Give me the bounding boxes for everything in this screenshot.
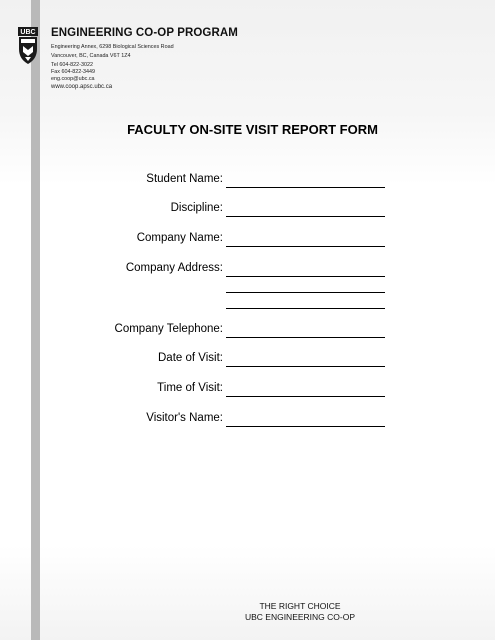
date-of-visit-field[interactable] (226, 366, 385, 367)
student-name-field[interactable] (226, 187, 385, 188)
company-telephone-field[interactable] (226, 337, 385, 338)
address-line: Vancouver, BC, Canada V6T 1Z4 (51, 53, 131, 59)
time-of-visit-field[interactable] (226, 396, 385, 397)
company-address-row (0, 262, 495, 278)
email-line: eng.coop@ubc.ca (51, 76, 95, 82)
company-name-label: Company Name: (136, 232, 223, 244)
svg-text:UBC: UBC (20, 29, 36, 37)
company-address-field-line-2[interactable] (226, 292, 385, 293)
company-address-label: Company Address: (125, 262, 223, 274)
fax-line: Fax 604-822-3449 (51, 69, 96, 75)
program-title: ENGINEERING CO-OP PROGRAM (51, 27, 238, 39)
discipline-field[interactable] (226, 216, 385, 217)
time-of-visit-label: Time of Visit: (157, 382, 223, 394)
company-telephone-label: Company Telephone: (114, 323, 223, 335)
student-name-row (0, 173, 495, 189)
footer-slogan: THE RIGHT CHOICE (259, 601, 341, 611)
date-of-visit-label: Date of Visit: (158, 352, 223, 364)
discipline-label: Discipline: (170, 202, 223, 214)
website-line: www.coop.apsc.ubc.ca (51, 84, 113, 90)
footer-program: UBC ENGINEERING CO-OP (244, 612, 356, 622)
side-bar (31, 0, 40, 640)
footer-background (0, 545, 495, 640)
phone-line: Tel 604-822-3022 (51, 62, 93, 68)
ubc-crest-logo (18, 27, 38, 65)
form-title: FACULTY ON-SITE VISIT REPORT FORM (127, 122, 378, 137)
discipline-row (0, 202, 495, 218)
company-name-row (0, 232, 495, 248)
company-name-field[interactable] (226, 246, 385, 247)
visitors-name-field[interactable] (226, 426, 385, 427)
address-line: Engineering Annex, 6298 Biological Sciences Road (51, 44, 174, 50)
visitors-name-row (0, 412, 495, 428)
visitors-name-label: Visitor's Name: (146, 412, 223, 424)
time-of-visit-row (0, 382, 495, 398)
company-address-field-line-3[interactable] (226, 308, 385, 309)
company-telephone-row (0, 323, 495, 339)
student-name-label: Student Name: (146, 173, 223, 185)
date-of-visit-row (0, 352, 495, 368)
company-address-field[interactable] (226, 276, 385, 277)
